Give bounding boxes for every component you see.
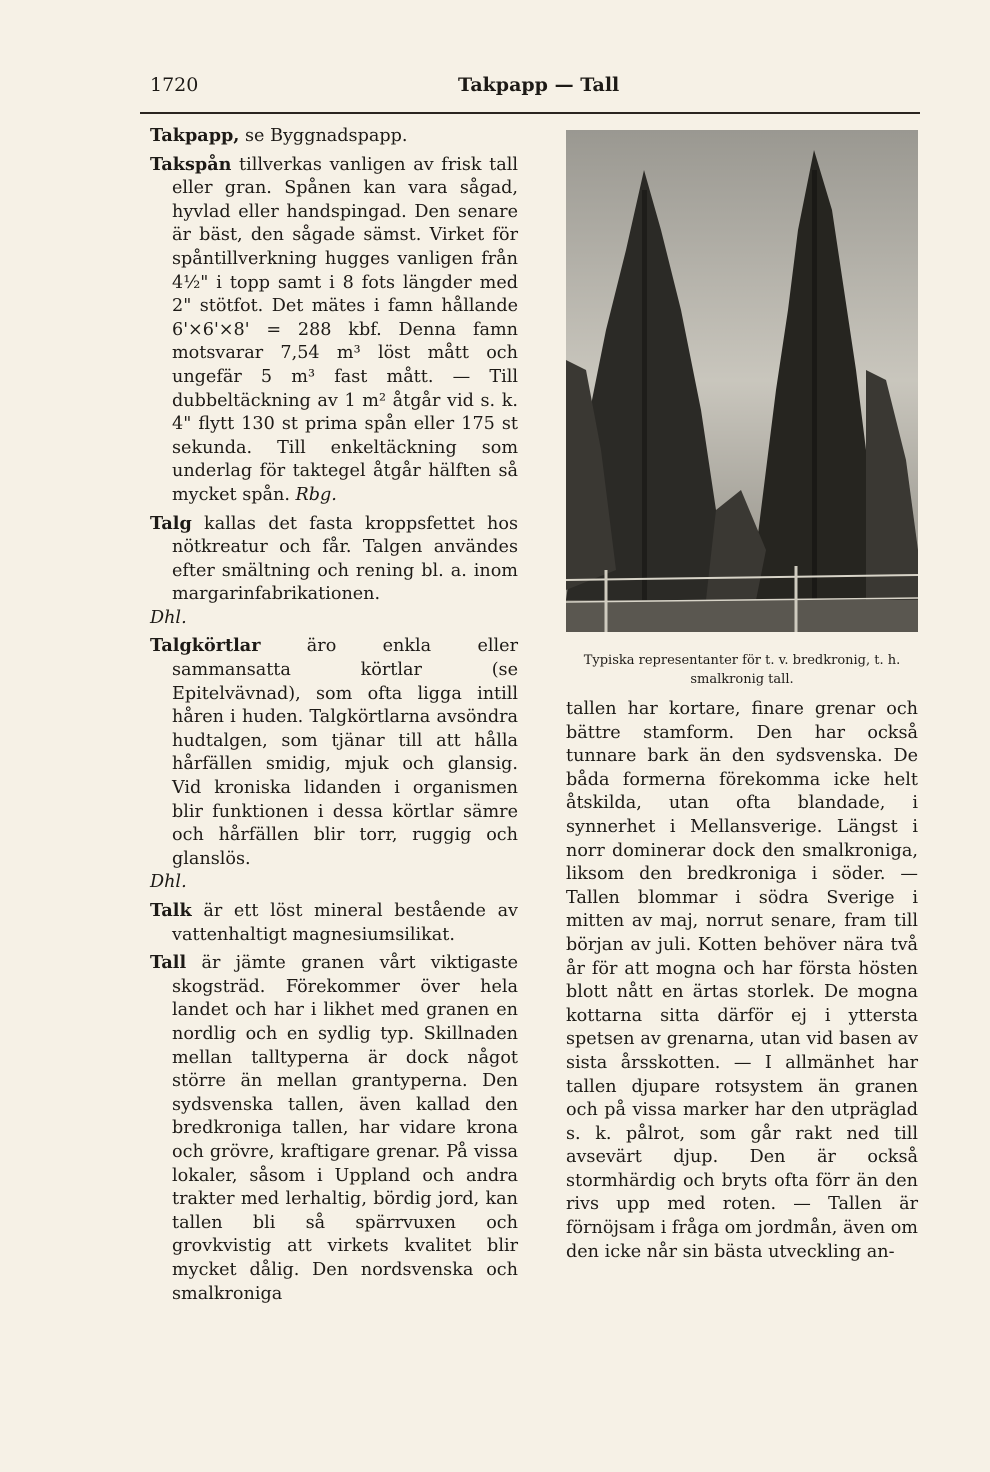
entry-text: äro enkla eller sammansatta körtlar (se Epitelvävnad), som ofta ligga intill håren i huden. Talgkörtlarna avsöndra hudtalgen, som tjänar till att hålla hårfällen smidig, mjuk och glansig. Vid kroniska lidanden i organismen blir funktionen i dessa körtlar sämre och hårfällen blir torr, ruggig och glanslös.: [172, 636, 518, 869]
pine-trees-photo: [566, 130, 918, 632]
entry-head: Talg: [150, 512, 192, 534]
photo-illustration: [566, 130, 918, 632]
entry-talgkortlar: [150, 634, 518, 895]
author-signature: Rbg.: [295, 484, 337, 505]
entry-text: kallas det fasta kroppsfettet hos nötkreatur och får. Talgen användes efter smältning och rening bl. a. inom margarinfabrikationen.: [172, 513, 518, 605]
entry-head: Talk: [150, 900, 192, 921]
entry-head: Takpapp,: [150, 125, 240, 146]
author-signature: Dhl.: [150, 872, 187, 893]
entry-text: se Byggnadspapp.: [239, 126, 408, 146]
entry-tall-continued: tallen har kortare, finare grenar och bättre stamform. Den har också tunnare bark än den sydsvenska. De båda formerna förekomma icke helt åtskilda, utan ofta blandade, i synnerhet i Mellansverige. Längst i norr dominerar dock den smalkroniga, liksom den bredkroniga i söder. — Tallen blommar i södra Sverige i mitten av maj, norrut senare, fram till början av juli. Kotten behöver nära två år för att mogna och har första hösten blott nått en ärtas storlek. De mogna kottarna sitta därför ej i yttersta spetsen av grenarna, utan vid basen av sista årsskotten. — I allmänhet har tallen djupare rotsystem än granen och på vissa marker har den utpräglad s. k. pålrot, som går rakt ned till avsevärt djup. Den är också stormhärdig och bryts ofta förr än den rivs upp med roten. — Tallen är förnöjsam i fråga om jordmån, även om den icke når sin bästa utveckling an-: [566, 699, 918, 1262]
page-header: [150, 70, 920, 110]
page-number: 1720: [150, 74, 199, 96]
entry-text: är ett löst mineral bestående av vattenhaltigt magnesiumsilikat.: [172, 901, 518, 945]
header-rule: [140, 112, 920, 114]
entry-talk: [150, 899, 518, 947]
entry-head: Takspån: [150, 153, 232, 175]
entry-text: tillverkas vanligen av frisk tall eller gran. Spånen kan vara sågad, hyvlad eller handspingad. Den senare är bäst, den sågade sämst. Virket för spåntillverkning hugges vanligen från 4½" i topp samt i 8 fots längder med 2" stötfot. Det mätes i famn hållande 6'×6'×8' = 288 kbf. Denna famn motsvarar 7,54 m³ löst mått och ungefär 5 m³ fast mått. — Till dubbeltäckning av 1 m² åtgår vid s. k. 4" flytt 130 st prima spån eller 175 st sekunda. Till enkeltäckning som underlag för taktegel åtgår hälften så mycket spån.: [172, 154, 518, 505]
entry-head: Tall: [150, 952, 187, 974]
entry-tall: [150, 951, 518, 1306]
figure-caption: Typiska representanter för t. v. bredkronig, t. h. smalkronig tall.: [583, 653, 901, 687]
right-column: [566, 698, 918, 1268]
entry-takspan: [150, 153, 518, 508]
entry-head: Talgkörtlar: [150, 635, 261, 657]
author-signature: Dhl.: [150, 607, 187, 628]
entry-text: är jämte granen vårt viktigaste skogsträd. Förekommer över hela landet och har i likhet med granen en nordlig och en sydlig typ. Skillnaden mellan talltyperna är dock något större än mellan grantyperna. Den sydsvenska tallen, även kallad den bredkroniga tallen, har vidare krona och grövre, kraftigare grenar. På vissa lokaler, såsom i Uppland och andra trakter med lerhaltig, bördig jord, kan tallen bli så spärrvuxen och grovkvistig att virkets kvalitet blir mycket dålig. Den nordsvenska och smalkroniga: [172, 953, 518, 1304]
running-head: Takpapp — Tall: [458, 74, 620, 96]
entry-takpapp: [150, 124, 518, 149]
entry-talg: [150, 512, 518, 631]
left-column: [150, 124, 518, 1310]
